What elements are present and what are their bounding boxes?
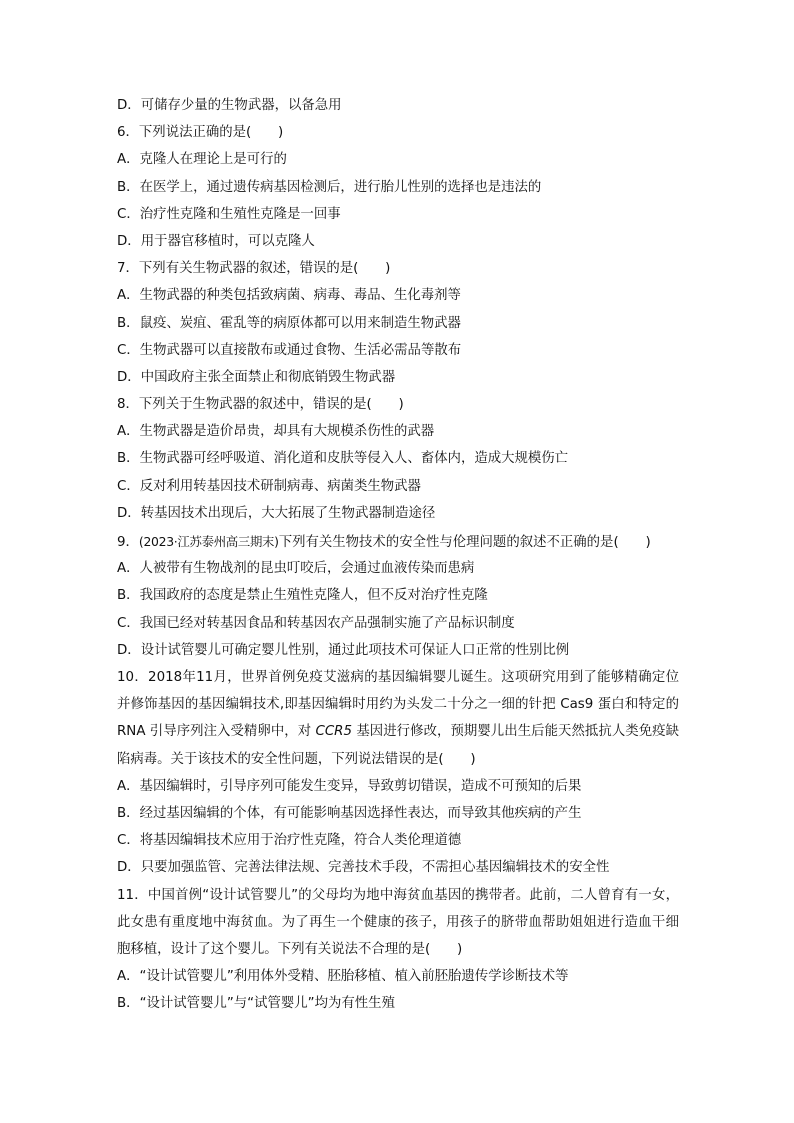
option-line: C．将基因编辑技术应用于治疗性克隆，符合人类伦理道德	[117, 833, 462, 849]
question-text: 10．2018年11月，世界首例免疫艾滋病的基因编辑婴儿诞生。这项研究用到了能够精确定位并修饰基因的基因编辑技术,即基因编辑时用约为头发二十分之一细的针把 Cas9 蛋白和特定的 RNA 引导序列注入受精卵中，对	[117, 669, 679, 740]
option-line: B．“设计试管婴儿”与“试管婴儿”均为有性生殖	[117, 996, 395, 1012]
option-line: D．可储存少量的生物武器，以备急用	[117, 98, 342, 113]
question-11-stem: 11．中国首例“设计试管婴儿”的父母均为地中海贫血基因的携带者。此前，二人曾育有一女，此女患有重度地中海贫血。为了再生一个健康的孩子，用孩子的脐带血帮助姐姐进行造血干细胞移植，设计了这个婴儿。下列有关说法不合理的是( )	[117, 887, 679, 957]
question-text: 基因进行修改，预期婴儿出生后能天然抵抗人类免疫缺陷病毒。关于该技术的安全性问题，下列说法错误的是( )	[117, 724, 679, 767]
question-content	[117, 92, 679, 1017]
option-line: C．生物武器可以直接散布或通过食物、生活必需品等散布	[117, 342, 462, 358]
option-line: B．在医学上，通过遗传病基因检测后，进行胎儿性别的选择也是违法的	[117, 179, 542, 195]
option-line: C．治疗性克隆和生殖性克隆是一回事	[117, 206, 341, 222]
question-text: 下列有关生物技术的安全性与伦理问题的叙述不正确的是( )	[278, 535, 651, 550]
option-line: A．克隆人在理论上是可行的	[117, 152, 287, 168]
option-line: C．我国已经对转基因食品和转基因农产品强制实施了产品标识制度	[117, 615, 515, 631]
question-7-stem: 7．下列有关生物武器的叙述，错误的是( )	[117, 261, 391, 277]
option-line: D．设计试管婴儿可确定婴儿性别，通过此项技术可保证人口正常的性别比例	[117, 642, 570, 658]
option-line: A．“设计试管婴儿”利用体外受精、胚胎移植、植入前胚胎遗传学诊断技术等	[117, 969, 569, 985]
option-line: D．只要加强监管、完善法律法规、完善技术手段，不需担心基因编辑技术的安全性	[117, 860, 610, 876]
option-line: A．人被带有生物战剂的昆虫叮咬后，会通过血液传染而患病	[117, 561, 475, 577]
option-line: D．中国政府主张全面禁止和彻底销毁生物武器	[117, 369, 396, 385]
question-9-stem	[117, 528, 679, 555]
option-line: A．生物武器的种类包括致病菌、病毒、毒品、生化毒剂等	[117, 288, 461, 304]
question-8-stem: 8．下列关于生物武器的叙述中，错误的是( )	[117, 397, 404, 413]
option-line: D．转基因技术出现后，大大拓展了生物武器制造途径	[117, 505, 436, 521]
option-line: B．经过基因编辑的个体，有可能影响基因选择性表达，而导致其他疾病的产生	[117, 805, 582, 821]
option-line: A．基因编辑时，引导序列可能发生变异，导致剪切错误，造成不可预知的后果	[117, 778, 582, 794]
question-6-stem: 6．下列说法正确的是( )	[117, 125, 284, 141]
gene-name: CCR5	[315, 724, 353, 740]
question-source: (2023·江苏泰州高三期末)	[138, 534, 279, 549]
option-line: B．鼠疫、炭疽、霍乱等的病原体都可以用来制造生物武器	[117, 315, 461, 331]
option-line: D．用于器官移植时，可以克隆人	[117, 233, 315, 249]
option-line: C．反对利用转基因技术研制病毒、病菌类生物武器	[117, 478, 421, 494]
option-line: B．生物武器可经呼吸道、消化道和皮肤等侵入人、畜体内，造成大规模伤亡	[117, 451, 569, 467]
option-line: B．我国政府的态度是禁止生殖性克隆人，但不反对治疗性克隆	[117, 588, 488, 604]
option-line: A．生物武器是造价昂贵，却具有大规模杀伤性的武器	[117, 424, 435, 440]
question-number: 9．	[117, 535, 139, 550]
question-10-stem	[117, 664, 679, 773]
